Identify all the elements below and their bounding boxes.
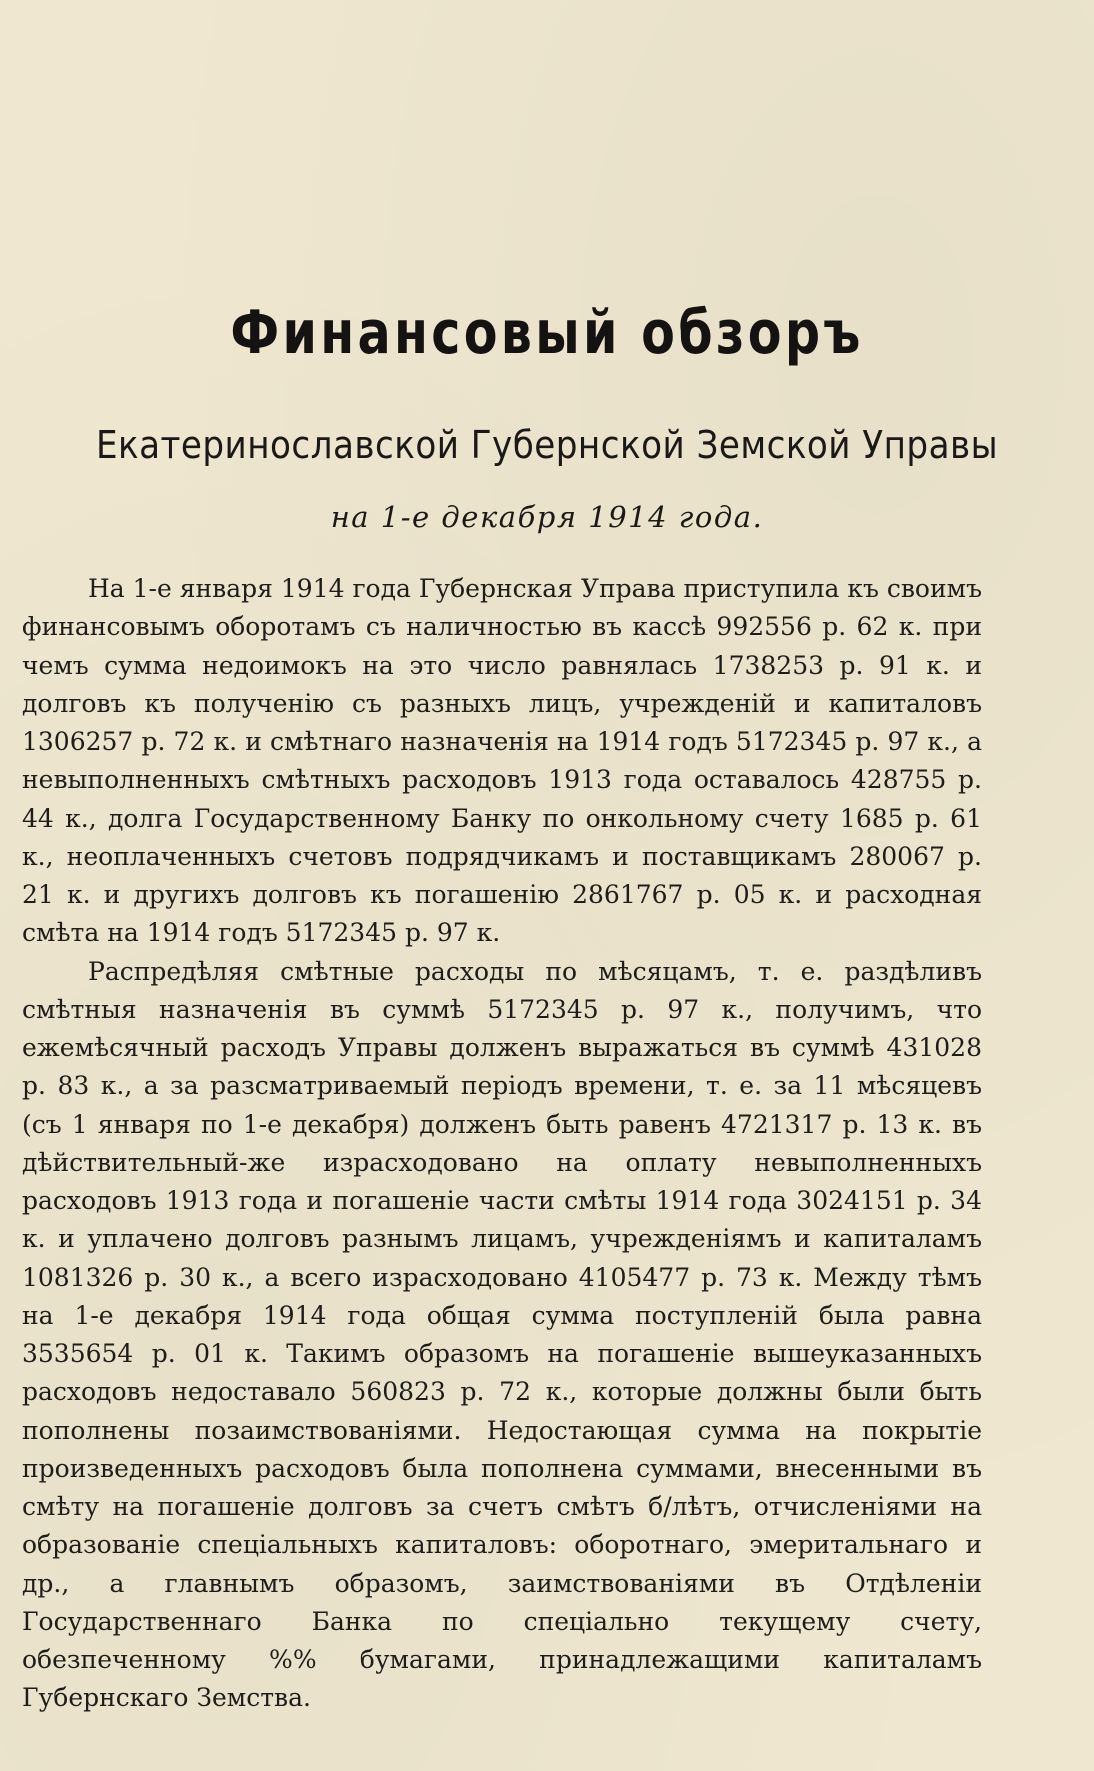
paragraph-opening-balance: На 1-е января 1914 года Губернская Управа приступила къ своимъ финансовымъ оборотамъ съ наличностью въ кассѣ 992556 р. 62 к. при чемъ сумма недоимокъ на это число равнялась 1738253 р. 91 к. и долговъ къ полученію съ разныхъ лицъ, учрежденій и капиталовъ 1306257 р. 72 к. и смѣтнаго назначенія на 1914 годъ 5172345 р. 97 к., а невыполненныхъ смѣтныхъ расходовъ 1913 года оставалось 428755 р. 44 к., долга Государственному Банку по онкольному счету 1685 р. 61 к., неоплаченныхъ счетовъ подрядчикамъ и поставщикамъ 280067 р. 21 к. и другихъ долговъ къ погашенію 2861767 р. 05 к. и расходная смѣта на 1914 годъ 5172345 р. 97 к.: [22, 574, 982, 948]
page-subtitle: Екатеринославской Губернской Земской Управы: [95, 423, 999, 467]
page-title: Финансовый обзоръ: [230, 298, 864, 368]
paragraph-expense-distribution: Распредѣляя смѣтные расходы по мѣсяцамъ, т. е. раздѣливъ смѣтныя назначенія въ суммѣ 5172345 р. 97 к., получимъ, что ежемѣсячный расходъ Управы долженъ выражаться въ суммѣ 431028 р. 83 к., а за разсматриваемый періодъ времени, т. е. за 11 мѣсяцевъ (съ 1 января по 1-е декабря) долженъ быть равенъ 4721317 р. 13 к. въ дѣйствительный-же израсходовано на оплату невыполненныхъ расходовъ 1913 года и погашеніе части смѣты 1914 года 3024151 р. 34 к. и уплачено долговъ разнымъ лицамъ, учрежденіямъ и капиталамъ 1081326 р. 30 к., а всего израсходовано 4105477 р. 73 к. Между тѣмъ на 1-е декабря 1914 года общая сумма поступленій была равна 3535654 р. 01 к. Такимъ образомъ на погашеніе вышеуказанныхъ расходовъ недоставало 560823 р. 72 к., которые должны были быть пополнены позаимствованіями. Недостающая сумма на покрытіе произведенныхъ расходовъ была пополнена суммами, внесенными въ смѣту на погашеніе долговъ за счетъ смѣтъ б/лѣтъ, отчисленіями на образованіе спеціальныхъ капиталовъ: оборотнаго, эмеритальнаго и др., а главнымъ образомъ, заимствованіями въ Отдѣленіи Государственнаго Банка по спеціально текущему счету, обезпеченному %% бумагами, принадлежащими капиталамъ Губернскаго Земства.: [22, 956, 982, 1713]
report-date: на 1-е декабря 1914 года.: [330, 500, 764, 534]
document-body: [22, 570, 982, 1718]
